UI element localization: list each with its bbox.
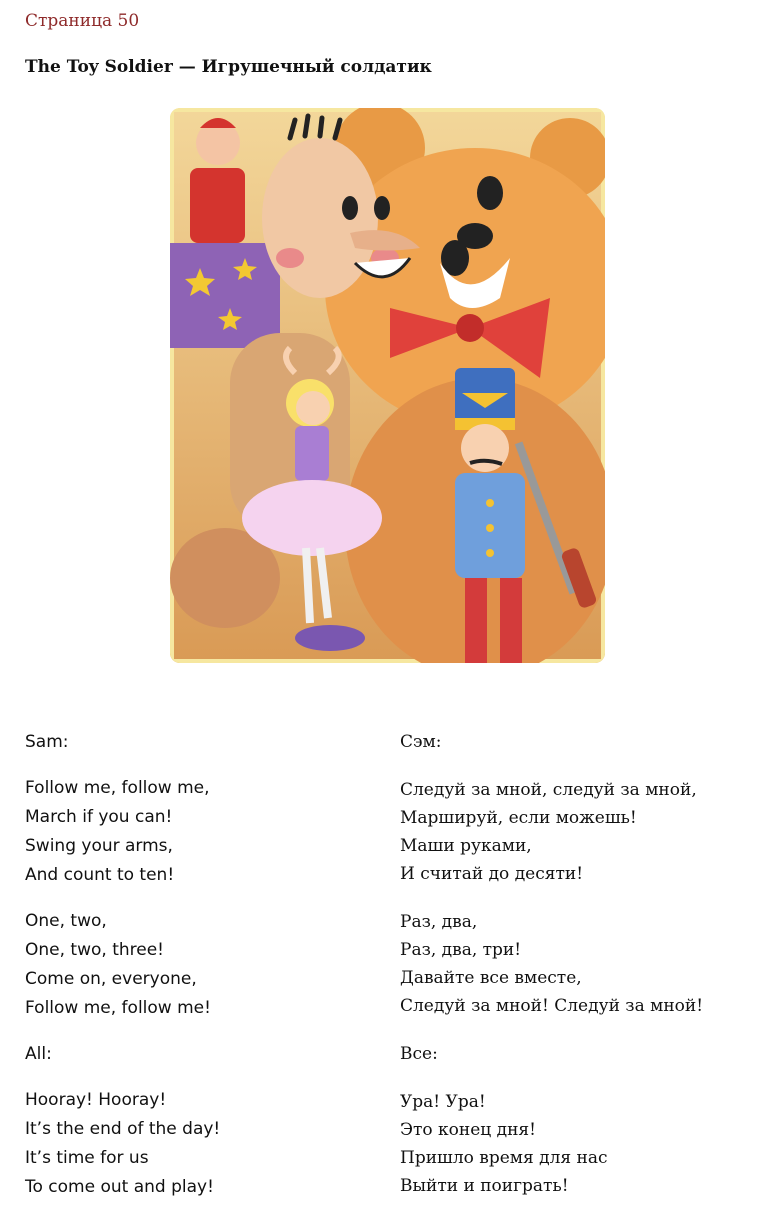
verse-line: Маршируй, если можешь! bbox=[400, 808, 637, 828]
verse-line: Come on, everyone, bbox=[25, 969, 197, 989]
speaker-label: Sam: bbox=[25, 732, 69, 752]
verse-line: Follow me, follow me! bbox=[25, 998, 211, 1018]
verse-line: March if you can! bbox=[25, 807, 173, 827]
verse-line: One, two, three! bbox=[25, 940, 164, 960]
verse-line: It’s time for us bbox=[25, 1148, 149, 1168]
verse-line: And count to ten! bbox=[25, 865, 175, 885]
verse-line: Маши руками, bbox=[400, 836, 532, 856]
verse-line: Пришло время для нас bbox=[400, 1148, 608, 1168]
verse-line: И считай до десяти! bbox=[400, 864, 584, 884]
verse-line: Ура! Ура! bbox=[400, 1092, 486, 1112]
verse-line: Swing your arms, bbox=[25, 836, 173, 856]
verse-line: Следуй за мной, следуй за мной, bbox=[400, 780, 697, 800]
verse-line: Выйти и поиграть! bbox=[400, 1176, 569, 1196]
speaker-label: Все: bbox=[400, 1044, 438, 1064]
toys-illustration bbox=[170, 108, 605, 663]
verse-line: It’s the end of the day! bbox=[25, 1119, 221, 1139]
verse-line: Follow me, follow me, bbox=[25, 778, 210, 798]
verse-line: Раз, два, три! bbox=[400, 940, 522, 960]
verse-line: One, two, bbox=[25, 911, 107, 931]
page-title: The Toy Soldier — Игрушечный солдатик bbox=[25, 57, 432, 77]
verse-line: To come out and play! bbox=[25, 1177, 214, 1197]
verse-line: Давайте все вместе, bbox=[400, 968, 582, 988]
verse-line: Hooray! Hooray! bbox=[25, 1090, 167, 1110]
verse-line: Следуй за мной! Следуй за мной! bbox=[400, 996, 704, 1016]
speaker-label: Сэм: bbox=[400, 732, 442, 752]
speaker-label: All: bbox=[25, 1044, 52, 1064]
english-column bbox=[25, 728, 365, 1202]
verse-line: Раз, два, bbox=[400, 912, 478, 932]
russian-column bbox=[400, 728, 760, 1200]
page-number: Страница 50 bbox=[25, 11, 140, 31]
verse-line: Это конец дня! bbox=[400, 1120, 536, 1140]
